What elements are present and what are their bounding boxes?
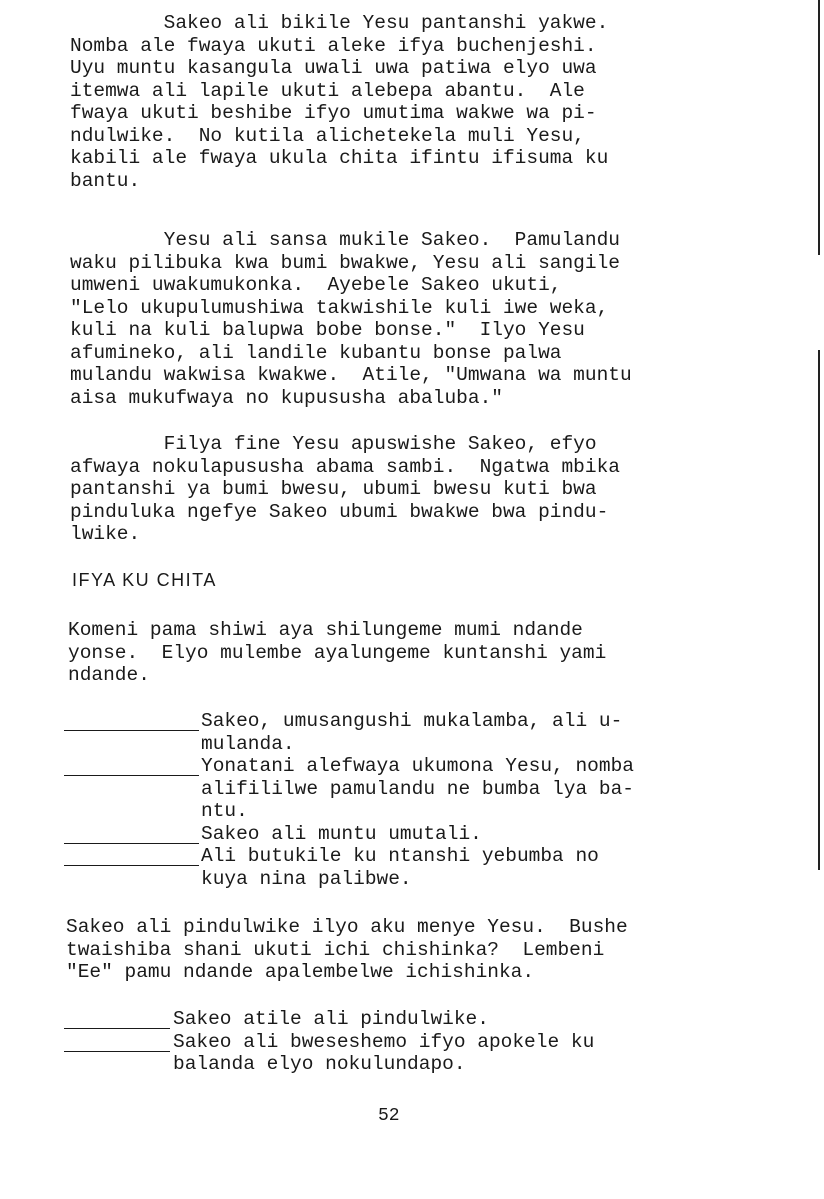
exercise-item bbox=[64, 755, 764, 823]
text-line: ndande. bbox=[68, 664, 150, 686]
item-line: Yonatani alefwaya ukumona Yesu, nomba bbox=[201, 755, 634, 777]
text-line: twaishiba shani ukuti ichi chishinka? Lembeni bbox=[66, 938, 605, 961]
item-line: Ali butukile ku ntanshi yebumba no bbox=[201, 845, 599, 867]
scan-margin-line bbox=[818, 350, 820, 870]
text-line: afumineko, ali landile kubantu bonse palwa bbox=[70, 341, 562, 364]
paragraph-2 bbox=[70, 229, 740, 409]
text-line: Nomba ale fwaya ukuti aleke ifya buchenjeshi. bbox=[70, 34, 597, 57]
exercise-2 bbox=[64, 1008, 764, 1076]
text-line: lwike. bbox=[70, 523, 141, 545]
text-line: Yesu ali sansa mukile Sakeo. Pamulandu bbox=[70, 229, 620, 251]
paragraph-1 bbox=[70, 12, 740, 192]
text-line: aisa mukufwaya no kupususha abaluba." bbox=[70, 386, 503, 409]
exercise-item bbox=[64, 823, 764, 846]
text-line: yonse. Elyo mulembe ayalungeme kuntanshi yami bbox=[68, 641, 607, 664]
exercise-item bbox=[64, 1031, 764, 1076]
answer-blank[interactable] bbox=[64, 1028, 170, 1029]
item-line: Sakeo ali bweseshemo ifyo apokele ku bbox=[173, 1030, 595, 1053]
item-line: Sakeo atile ali pindulwike. bbox=[173, 1008, 489, 1030]
exercise-item bbox=[64, 1008, 764, 1031]
text-line: afwaya nokulapususha abama sambi. Ngatwa mbika bbox=[70, 455, 620, 478]
text-line: itemwa ali lapile ukuti alebepa abantu. Ale bbox=[70, 79, 585, 102]
text-line: kabili ale fwaya ukula chita ifintu ifisuma ku bbox=[70, 147, 609, 169]
item-line: Sakeo ali muntu umutali. bbox=[201, 822, 482, 845]
item-line: Sakeo, umusangushi mukalamba, ali u- bbox=[201, 710, 623, 732]
instructions-2 bbox=[66, 916, 736, 984]
text-line: ndulwike. No kutila alichetekela muli Yesu, bbox=[70, 124, 585, 147]
answer-blank[interactable] bbox=[64, 843, 199, 844]
answer-blank[interactable] bbox=[64, 730, 199, 731]
answer-blank[interactable] bbox=[64, 775, 199, 776]
text-line: fwaya ukuti beshibe ifyo umutima wakwe wa pi- bbox=[70, 102, 597, 124]
exercise-item bbox=[64, 845, 764, 890]
text-line: Sakeo ali bikile Yesu pantanshi yakwe. bbox=[70, 12, 609, 34]
text-line: Uyu muntu kasangula uwali uwa patiwa elyo uwa bbox=[70, 57, 597, 79]
scan-margin-line bbox=[818, 0, 820, 255]
paragraph-3 bbox=[70, 433, 740, 546]
text-line: umweni uwakumukonka. Ayebele Sakeo ukuti, bbox=[70, 274, 562, 296]
item-line: alifililwe pamulandu ne bumba lya ba- bbox=[201, 777, 634, 800]
item-line: mulanda. bbox=[201, 732, 295, 755]
text-line: Filya fine Yesu apuswishe Sakeo, efyo bbox=[70, 433, 597, 455]
text-line: Komeni pama shiwi aya shilungeme mumi ndande bbox=[68, 619, 583, 641]
text-line: mulandu wakwisa kwakwe. Atile, "Umwana wa muntu bbox=[70, 364, 632, 386]
exercise-1 bbox=[64, 710, 764, 890]
text-line: kuli na kuli balupwa bobe bonse." Ilyo Yesu bbox=[70, 319, 585, 341]
text-line: pantanshi ya bumi bwesu, ubumi bwesu kuti bwa bbox=[70, 478, 597, 500]
text-line: "Lelo ukupulumushiwa takwishile kuli iwe weka, bbox=[70, 296, 609, 319]
text-line: "Ee" pamu ndande apalembelwe ichishinka. bbox=[66, 961, 535, 983]
item-line: balanda elyo nokulundapo. bbox=[173, 1053, 466, 1075]
text-line: waku pilibuka kwa bumi bwakwe, Yesu ali sangile bbox=[70, 251, 620, 274]
text-line: bantu. bbox=[70, 169, 141, 192]
text-line: Sakeo ali pindulwike ilyo aku menye Yesu. Bushe bbox=[66, 916, 628, 938]
section-heading: IFYA KU CHITA bbox=[72, 570, 217, 590]
page-number: 52 bbox=[378, 1106, 400, 1126]
exercise-item bbox=[64, 710, 764, 755]
text-line: pinduluka ngefye Sakeo ubumi bwakwe bwa pindu- bbox=[70, 500, 609, 523]
item-line: kuya nina palibwe. bbox=[201, 867, 412, 890]
item-line: ntu. bbox=[201, 800, 248, 822]
answer-blank[interactable] bbox=[64, 1051, 170, 1052]
answer-blank[interactable] bbox=[64, 865, 199, 866]
instructions-1 bbox=[68, 619, 738, 687]
